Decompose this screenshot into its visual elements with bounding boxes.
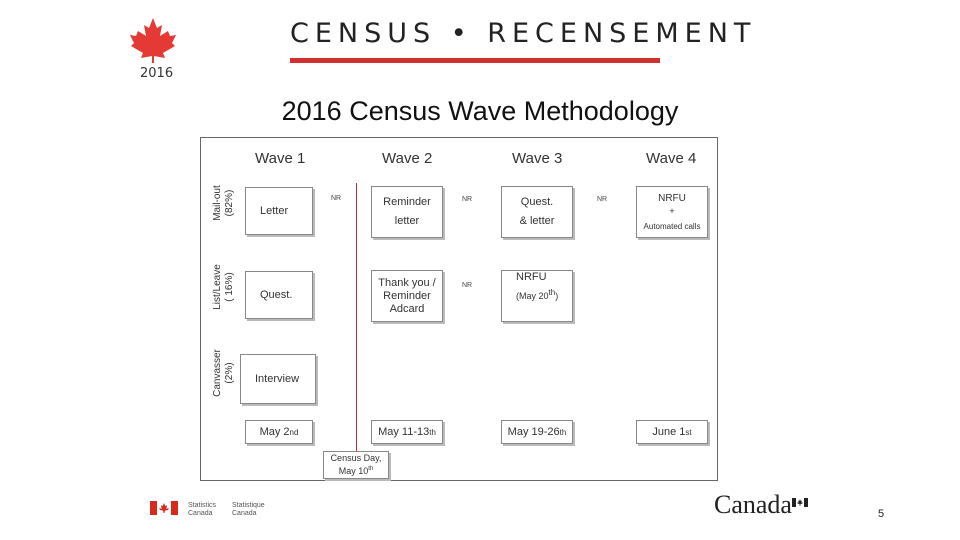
census-day-line2 [339,464,374,477]
date-wave-4 [636,420,708,444]
date-wave-3-text: May 19-26 [507,425,560,438]
row-label-mailout [212,168,238,238]
date-wave-2-sup: th [429,427,436,437]
census-wordmark: CENSUS • RECENSEMENT [290,18,757,49]
header-red-rule [290,58,660,63]
canada-wordmark-flag-icon [792,494,808,503]
statcan-fr-line2: Canada [232,510,257,517]
cell-nrfu2-sup: th [548,288,556,297]
nr-label-2: NR [462,196,473,203]
cell-nrfu-line2: + [669,205,675,216]
row-label-canvasser-line1: Canvasser [212,349,223,397]
statcan-en [188,502,216,518]
cell-quest-line1: Quest. [520,196,554,208]
cell-letter: Letter [245,187,313,235]
cell-nrfu2-date: (May 20 [516,291,549,301]
census-year: 2016 [140,66,174,81]
census-day-date: May 10 [338,466,369,476]
census-day-sup: th [368,466,374,472]
wave-2-header: Wave 2 [382,150,433,167]
cell-reminder-letter [371,186,443,238]
cell-nrfu2-line2 [516,286,558,303]
cell-thankyou-line1: Thank you / [378,276,436,289]
row-label-canvasser-line2: (2%) [224,362,235,384]
nr-label-4: NR [462,282,473,289]
statcan-fr [232,502,265,518]
cell-nrfu-line1: NRFU [658,192,686,204]
cell-thankyou-line2: Reminder [383,289,431,302]
wave-1-header: Wave 1 [255,150,306,167]
cell-thankyou-line3: Adcard [389,302,425,315]
row-label-canvasser [212,334,238,412]
nr-label-3: NR [597,196,608,203]
cell-quest-letter [501,186,573,238]
date-wave-2 [371,420,443,444]
cell-nrfu-line3: Automated calls [643,221,701,231]
canada-flag-icon [150,501,178,515]
wave-4-header: Wave 4 [646,150,697,167]
date-wave-4-sup: st [685,427,692,437]
date-wave-4-text: June 1 [652,425,686,438]
row-label-mailout-line2: (82%) [224,189,235,217]
cell-nrfu2-end: ) [555,291,559,301]
date-wave-2-text: May 11-13 [378,425,430,438]
statcan-en-line1: Statistics [188,502,217,509]
cell-reminder-line1: Reminder [383,196,431,208]
wave-3-header: Wave 3 [512,150,563,167]
cell-interview: Interview [240,354,316,404]
statcan-fr-line1: Statistique [232,502,265,509]
cell-reminder-line2: letter [394,215,420,227]
canada-wordmark: Canada [714,490,792,519]
date-wave-1 [245,420,313,444]
row-label-mailout-line1: Mail-out [212,185,223,221]
date-wave-1-sup: nd [289,427,299,437]
census-day-line [356,183,357,453]
cell-quest: Quest. [245,271,313,319]
cell-nrfu-automated [636,186,708,238]
census-day-line1: Census Day, [330,453,382,463]
date-wave-3-sup: th [559,427,567,437]
row-label-listleave-line2: ( 16%) [224,272,235,302]
cell-quest-line2: & letter [519,215,555,227]
slide-title: 2016 Census Wave Methodology [281,96,679,126]
census-day-box [323,451,389,479]
statcan-en-line2: Canada [188,510,213,517]
page-number: 5 [878,508,885,520]
cell-thankyou-reminder [371,270,443,322]
cell-nrfu-may20 [501,270,573,322]
date-wave-1-text: May 2 [259,425,290,438]
maple-leaf-icon [128,16,178,64]
cell-nrfu2-line1: NRFU [516,271,547,283]
nr-label-1: NR [331,195,342,202]
row-label-listleave [212,248,238,326]
date-wave-3 [501,420,573,444]
row-label-listleave-line1: List/Leave [212,264,223,310]
